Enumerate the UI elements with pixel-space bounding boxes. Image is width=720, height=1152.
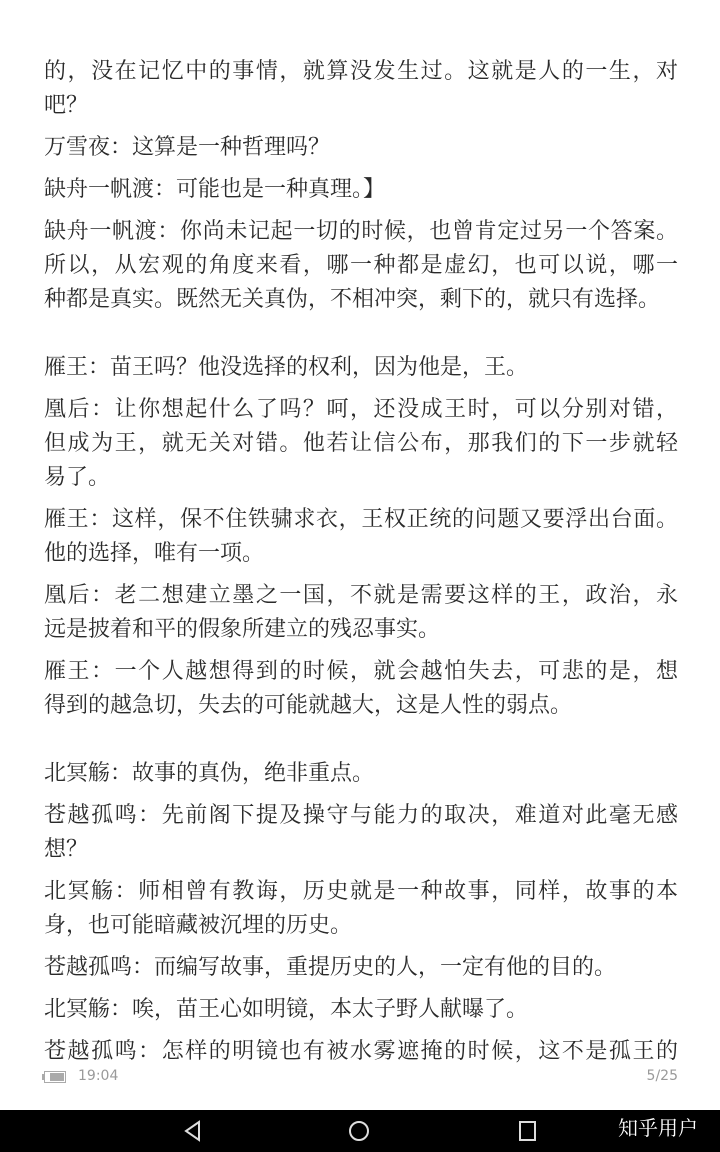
text-line: 北冥觞：师相曾有教诲，历史就是一种故事，同样，故事的本	[44, 879, 678, 904]
paragraph	[44, 655, 678, 723]
paragraph	[44, 351, 678, 385]
paragraph	[44, 951, 678, 985]
text-line: 苍越孤鸣：先前阁下提及操守与能力的取决，难道对此毫无感	[44, 803, 678, 828]
text-line: 雁王：一个人越想得到的时候，就会越怕失去，可悲的是，想	[44, 659, 678, 684]
text-line: 的，没在记忆中的事情，就算没发生过。这就是人的一生，对	[44, 59, 678, 84]
paragraph	[44, 503, 678, 571]
paragraph	[44, 757, 678, 791]
text-line: 得到的越急切，失去的可能就越大，这是人性的弱点。	[44, 693, 573, 718]
watermark-username: 知乎用户	[618, 1116, 698, 1140]
text-line: 凰后：让你想起什么了吗？呵，还没成王时，可以分别对错，	[44, 397, 678, 422]
clock-time: 19:04	[78, 1068, 119, 1084]
text-line: 种都是真实。既然无关真伪，不相冲突，剩下的，就只有选择。	[44, 287, 661, 312]
reader-content	[44, 55, 678, 1077]
paragraph	[44, 55, 678, 123]
text-line: 他的选择，唯有一项。	[44, 541, 265, 566]
text-line: 凰后：老二想建立墨之一国，不就是需要这样的王，政治，永	[44, 583, 678, 608]
text-line: 身，也可能暗藏被沉埋的历史。	[44, 913, 353, 938]
text-line: 吧？	[44, 93, 89, 118]
paragraph	[44, 215, 678, 317]
blank-line	[44, 731, 678, 757]
paragraph	[44, 993, 678, 1027]
paragraph	[44, 579, 678, 647]
text-line: 雁王：苗王吗？他没选择的权利，因为他是，王。	[44, 355, 529, 380]
text-line: 北冥觞：唉，苗王心如明镜，本太子野人献曝了。	[44, 997, 529, 1022]
text-line: 但成为王，就无关对错。他若让信公布，那我们的下一步就轻	[44, 431, 678, 456]
text-line: 远是披着和平的假象所建立的残忍事实。	[44, 617, 441, 642]
paragraph	[44, 393, 678, 495]
reader-footer	[0, 1064, 720, 1092]
paragraph	[44, 173, 678, 207]
text-line: 想？	[44, 837, 89, 862]
text-line: 易了。	[44, 465, 111, 490]
text-line: 苍越孤鸣：而编写故事，重提历史的人，一定有他的目的。	[44, 955, 617, 980]
text-line: 北冥觞：故事的真伪，绝非重点。	[44, 761, 375, 786]
text-line: 所以，从宏观的角度来看，哪一种都是虚幻，也可以说，哪一	[44, 253, 678, 278]
battery-icon	[42, 1071, 66, 1083]
back-icon[interactable]	[182, 1120, 204, 1142]
paragraph	[44, 875, 678, 943]
navigation-bar	[0, 1110, 720, 1152]
paragraph	[44, 131, 678, 165]
page-indicator: 5/25	[646, 1068, 678, 1084]
paragraph	[44, 799, 678, 867]
text-line: 苍越孤鸣：怎样的明镜也有被水雾遮掩的时候，这不是孤王的	[44, 1039, 678, 1064]
text-line: 雁王：这样，保不住铁骕求衣，王权正统的问题又要浮出台面。	[44, 507, 678, 532]
home-icon[interactable]	[348, 1120, 370, 1142]
recents-icon[interactable]	[518, 1120, 538, 1142]
text-line: 缺舟一帆渡：你尚未记起一切的时候，也曾肯定过另一个答案。	[44, 219, 678, 244]
blank-line	[44, 325, 678, 351]
text-line: 缺舟一帆渡：可能也是一种真理。】	[44, 177, 386, 202]
text-line: 万雪夜：这算是一种哲理吗？	[44, 135, 331, 160]
